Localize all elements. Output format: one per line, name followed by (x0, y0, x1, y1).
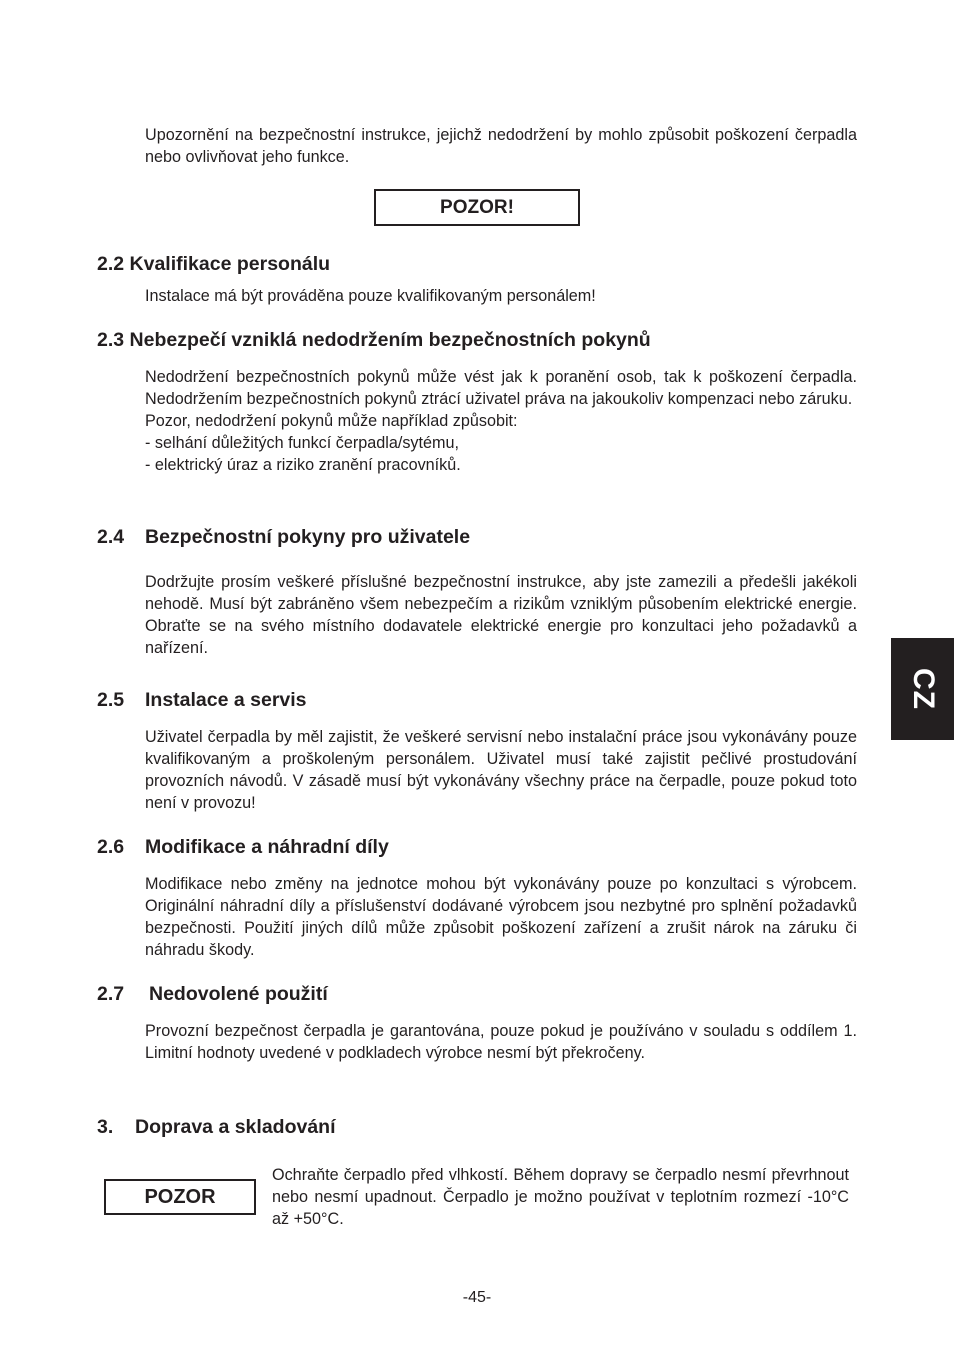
section-heading-3 (97, 1115, 336, 1139)
section-number: 2.3 (97, 329, 125, 351)
list-item: - elektrický úraz a riziko zranění pracovníků. (145, 456, 461, 474)
section-number: 2.5 (97, 689, 125, 711)
section-title: Bezpečnostní pokyny pro uživatele (145, 526, 471, 548)
caution-box: POZOR (104, 1179, 256, 1215)
section-heading-2-6 (97, 835, 389, 859)
section-number: 2.4 (97, 526, 125, 548)
section-2-3-body (145, 366, 857, 476)
section-title: Instalace a servis (145, 689, 307, 711)
section-heading-2-2 (97, 252, 330, 276)
language-tab (891, 638, 954, 740)
section-2-5-text: Uživatel čerpadla by měl zajistit, že veškeré servisní nebo instalační práce jsou vykonávány pouze kvalifikovaným a proškoleným personálem. Uživatel musí také zajistit pečlivé prostudování provozních návodů. V zásadě musí být vykonávány všechny práce na čerpadle, pouze pokud toto není v provozu! (145, 728, 857, 812)
section-number: 2.2 (97, 253, 125, 275)
page-number: -45- (462, 1289, 492, 1306)
section-3-text: Ochraňte čerpadlo před vlhkostí. Během dopravy se čerpadlo nesmí převrhnout nebo nesmí upadnout. Čerpadlo je možno používat v teplotním rozmezí -10°C až +50°C. (272, 1166, 849, 1228)
section-number: 2.6 (97, 836, 125, 858)
section-heading-2-4 (97, 525, 470, 549)
language-tab-label: CZ (906, 668, 940, 710)
intro-paragraph: Upozornění na bezpečnostní instrukce, jejichž nedodržení by mohlo způsobit poškození čerpadla nebo ovlivňovat jeho funkce. (145, 126, 857, 166)
section-number: 3. (97, 1116, 114, 1138)
section-title: Modifikace a náhradní díly (145, 836, 389, 858)
section-heading-2-5 (97, 688, 307, 712)
section-heading-2-3 (97, 328, 651, 352)
section-2-4-text: Dodržujte prosím veškeré příslušné bezpečnostní instrukce, aby jste zamezili a předešli jakékoli nehodě. Musí být zabráněno všem nebezpečím a rizikům vzniklým působením elektrické energie. Obraťte se na svého místního dodavatele elektrické energie pro konzultaci jeho požadavků a nařízení. (145, 573, 857, 657)
list-item: - selhání důležitých funkcí čerpadla/sytému, (145, 434, 460, 452)
section-title: Doprava a skladování (135, 1116, 336, 1138)
section-number: 2.7 (97, 983, 125, 1005)
section-2-7-text: Provozní bezpečnost čerpadla je garantována, pouze pokud je používáno v souladu s oddílem 1. Limitní hodnoty uvedené v podkladech výrobce nesmí být překročeny. (145, 1022, 857, 1062)
section-title: Nedovolené použití (149, 983, 328, 1005)
section-2-6-text: Modifikace nebo změny na jednotce mohou být vykonávány pouze po konzultaci s výrobcem. Originální náhradní díly a příslušenství dodávané výrobcem jsou nezbytné pro splnění požadavků bezpečnosti. Použití jiných dílů může způsobit poškození zařízení a zrušit nárok na záruku či náhradu škody. (145, 875, 857, 959)
section-2-3-text: Nedodržení bezpečnostních pokynů může vést jak k poranění osob, tak k poškození čerpadla. Nedodržením bezpečnostních pokynů ztrácí uživatel práva na jakoukoliv kompenzaci nebo záruku. (145, 368, 857, 408)
section-heading-2-7 (97, 982, 328, 1006)
section-title: Kvalifikace personálu (129, 253, 331, 275)
section-2-3-lead: Pozor, nedodržení pokynů může například způsobit: (145, 412, 518, 430)
warning-box: POZOR! (374, 189, 580, 226)
section-2-2-text: Instalace má být prováděna pouze kvalifikovaným personálem! (145, 287, 596, 305)
section-title: Nebezpečí vzniklá nedodržením bezpečnostních pokynů (129, 329, 651, 351)
